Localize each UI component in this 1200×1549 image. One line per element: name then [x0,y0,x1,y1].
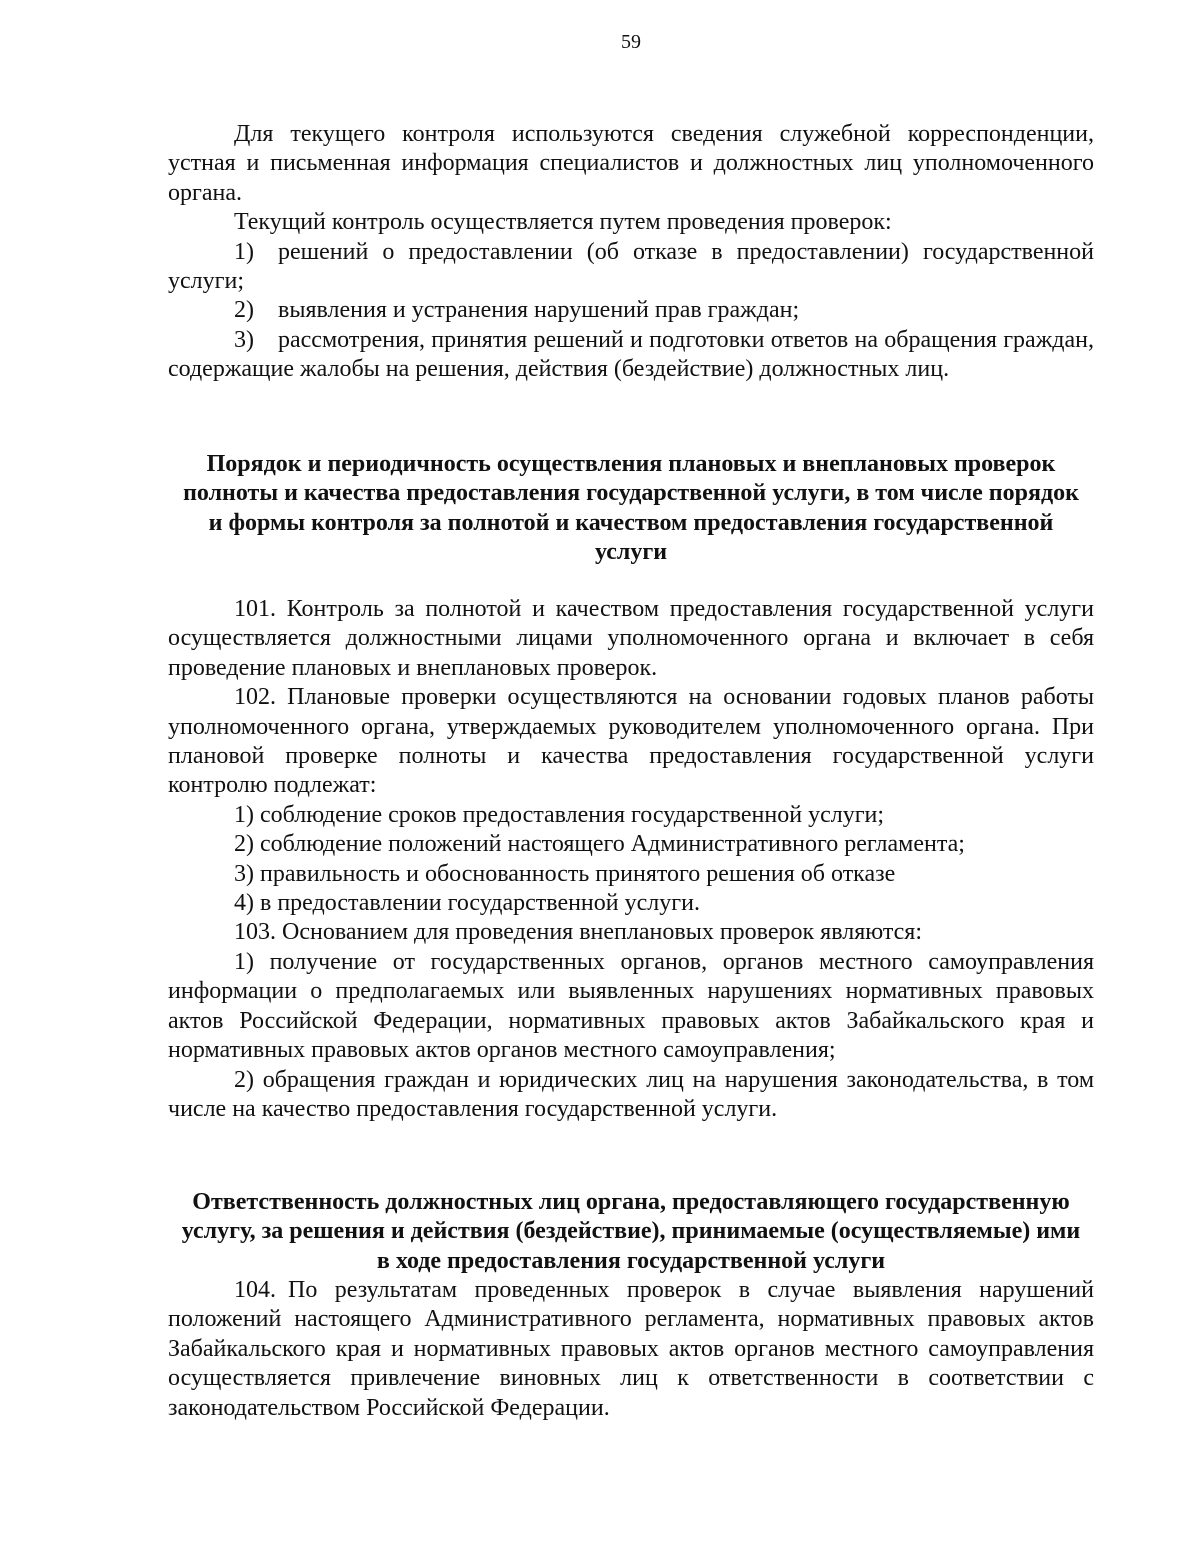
list-item: 4) в предоставлении государственной услуги. [234,890,700,917]
list-item: 3) рассмотрения, принятия решений и подготовки ответов на обращения граждан, содержащие жалобы на решения, действия (бездействие) должностных лиц. [168,326,1094,383]
section-checks [168,595,1094,1124]
list-item: 1) соблюдение сроков предоставления государственной услуги; [234,801,885,828]
section-current-control [168,120,1094,385]
list-item: 2) обращения граждан и юридических лиц на нарушения законодательства, в том числе на качество предоставления государственной услуги. [168,1066,1094,1122]
paragraph: 101. Контроль за полнотой и качеством предоставления государственной услуги осуществляется должностными лицами уполномоченного органа и включает в себя проведение плановых и внеплановых проверок. [168,596,1094,681]
section-heading: Ответственность должностных лиц органа, предоставляющего государственную услугу, за решения и действия (бездействие), принимаемые (осуществляемые) ими в ходе предоставления государственной услуги [181,1189,1081,1274]
list-item: 2) выявления и устранения нарушений прав граждан; [234,297,800,324]
page-number: 59 [621,31,641,53]
paragraph: 103. Основанием для проведения внеплановых проверок являются: [234,919,922,946]
list-item: 2) соблюдение положений настоящего Административного регламента; [234,831,965,858]
paragraph: 102. Плановые проверки осуществляются на основании годовых планов работы уполномоченного органа, утверждаемых руководителем уполномоченного органа. При плановой проверке полноты и качества предоставления государственной услуги контролю подлежат: [168,684,1094,799]
paragraph: Для текущего контроля используются сведения служебной корреспонденции, устная и письменная информация специалистов и должностных лиц уполномоченного органа. [168,121,1094,206]
section-responsibility [168,1276,1094,1423]
section-heading-responsibility [176,1188,1086,1276]
section-heading-planned-checks [176,450,1086,568]
list-item: 1) получение от государственных органов, органов местного самоуправления информации о предполагаемых или выявленных нарушениях нормативных правовых актов Российской Федерации, нормативных правовых актов Забайкальского края и нормативных правовых актов органов местного самоуправления; [168,948,1094,1064]
section-heading: Порядок и периодичность осуществления плановых и внеплановых проверок полноты и качества предоставления государственной услуги, в том числе порядок и формы контроля за полнотой и качеством предоставления государственной услуги [183,451,1079,566]
list-item: 1) решений о предоставлении (об отказе в предоставлении) государственной услуги; [168,238,1094,295]
paragraph: Текущий контроль осуществляется путем проведения проверок: [234,209,892,236]
paragraph: 104. По результатам проведенных проверок в случае выявления нарушений положений настоящего Административного регламента, нормативных правовых актов Забайкальского края и нормативных правовых актов органов местного самоуправления осуществляется привлечение виновных лиц к ответственности в соответствии с законодательством Российской Федерации. [168,1277,1094,1421]
list-item: 3) правильность и обоснованность принятого решения об отказе [234,860,896,887]
